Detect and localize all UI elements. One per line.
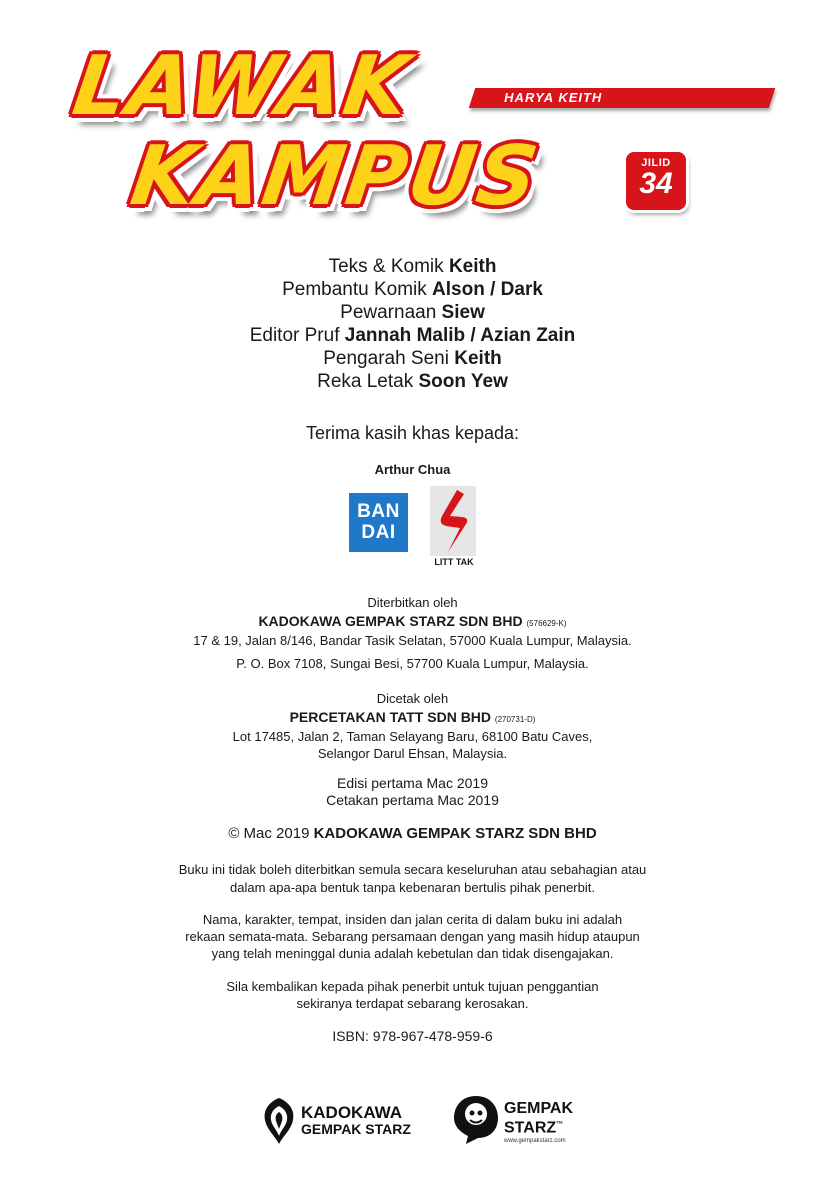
publisher-name: KADOKAWA GEMPAK STARZ SDN BHD (258, 613, 523, 629)
littak-emblem-icon (430, 486, 476, 556)
publisher-address-1: 17 & 19, Jalan 8/146, Bandar Tasik Selatan, 57000 Kuala Lumpur, Malaysia. (193, 633, 632, 648)
gempak-starz-logo (452, 1092, 582, 1154)
isbn: ISBN: 978-967-478-959-6 (332, 1028, 493, 1044)
publisher-label: Diterbitkan oleh (367, 595, 458, 610)
credit-line (0, 324, 825, 347)
credit-line (0, 370, 825, 393)
credit-name: Soon Yew (418, 371, 508, 392)
volume-number: 34 (639, 167, 673, 200)
gempak-wordmark-line-2: STARZ (504, 1119, 557, 1137)
credit-role: Pembantu Komik (282, 279, 427, 300)
fiction-notice-line: yang telah meninggal dunia adalah kebetulan dan tidak disengajakan. (211, 946, 614, 961)
credit-role: Pengarah Seni (323, 348, 449, 369)
copyright-line (0, 825, 825, 842)
printer-reg: (270731-D) (494, 715, 536, 724)
publisher-address-2: P. O. Box 7108, Sungai Besi, 57700 Kuala Lumpur, Malaysia. (236, 656, 589, 671)
trademark-symbol: ™ (556, 1121, 564, 1128)
thanks-heading: Terima kasih khas kepada: (305, 423, 520, 443)
fiction-notice-line: rekaan semata-mata. Sebarang persamaan dengan yang masih hidup ataupun (185, 929, 640, 944)
credit-name: Siew (441, 302, 485, 323)
credit-line (0, 278, 825, 301)
credit-role: Editor Pruf (249, 325, 340, 346)
title-logo (52, 40, 712, 240)
credit-name: Keith (448, 256, 497, 277)
littak-logo (430, 486, 476, 572)
credit-line (0, 255, 825, 278)
returns-notice-line: Sila kembalikan kepada pihak penerbit untuk tujuan penggantian (226, 979, 599, 994)
author-banner (469, 88, 775, 108)
copyright-prefix: © Mac 2019 (228, 825, 310, 842)
gempak-wordmark-line-2-wrap (504, 1117, 573, 1136)
title-line-1: LAWAK (67, 39, 417, 134)
kadokawa-wordmark-line-1: KADOKAWA (301, 1103, 403, 1122)
gempak-wordmark-line-1: GEMPAK (504, 1100, 574, 1117)
kadokawa-wordmark-line-2: GEMPAK STARZ (301, 1121, 411, 1137)
author-label: HARYA KEITH (504, 90, 603, 105)
bandai-logo-line-2: DAI (361, 522, 396, 543)
credit-line (0, 301, 825, 324)
credit-role: Pewarnaan (340, 302, 437, 323)
printer-name-line (0, 709, 825, 725)
gempak-url: www.gempakstarz.com (504, 1138, 566, 1144)
thanks-person: Arthur Chua (374, 462, 451, 477)
credit-name: Jannah Malib / Azian Zain (344, 325, 576, 346)
rights-notice-line: dalam apa-apa bentuk tanpa kebenaran bertulis pihak penerbit. (230, 880, 595, 895)
credit-line (0, 347, 825, 370)
credit-role: Reka Letak (317, 371, 414, 392)
speech-bubble-mascot-icon (452, 1094, 500, 1146)
gempak-wordmark (504, 1101, 573, 1136)
title-line-2: KAMPUS (125, 129, 546, 224)
phoenix-emblem-icon (259, 1096, 299, 1146)
credit-name: Alson / Dark (432, 279, 543, 300)
bandai-logo-line-1: BAN (357, 501, 400, 522)
bandai-logo (349, 493, 408, 552)
volume-label: JILID (641, 157, 671, 169)
littak-label: LITT TAK (434, 557, 474, 567)
kadokawa-wordmark (301, 1104, 411, 1138)
printer-address-1: Lot 17485, Jalan 2, Taman Selayang Baru, 68100 Batu Caves, (232, 729, 593, 744)
credit-role: Teks & Komik (328, 256, 444, 277)
returns-notice-line: sekiranya terdapat sebarang kerosakan. (296, 996, 529, 1011)
edition-first-print: Cetakan pertama Mac 2019 (326, 792, 499, 808)
copyright-holder: KADOKAWA GEMPAK STARZ SDN BHD (313, 825, 597, 842)
printer-address-2: Selangor Darul Ehsan, Malaysia. (317, 746, 508, 761)
kadokawa-gempak-starz-logo (259, 1092, 429, 1150)
volume-badge (626, 152, 686, 210)
fiction-notice-line: Nama, karakter, tempat, insiden dan jalan cerita di dalam buku ini adalah (202, 912, 623, 927)
rights-notice-line: Buku ini tidak boleh diterbitkan semula secara keseluruhan atau sebahagian atau (178, 862, 647, 877)
publisher-reg: (576629-K) (526, 619, 567, 628)
publisher-name-line (0, 613, 825, 629)
credit-name: Keith (454, 348, 502, 369)
edition-first: Edisi pertama Mac 2019 (337, 775, 488, 791)
printer-name: PERCETAKAN TATT SDN BHD (289, 709, 492, 725)
printer-label: Dicetak oleh (376, 691, 449, 706)
